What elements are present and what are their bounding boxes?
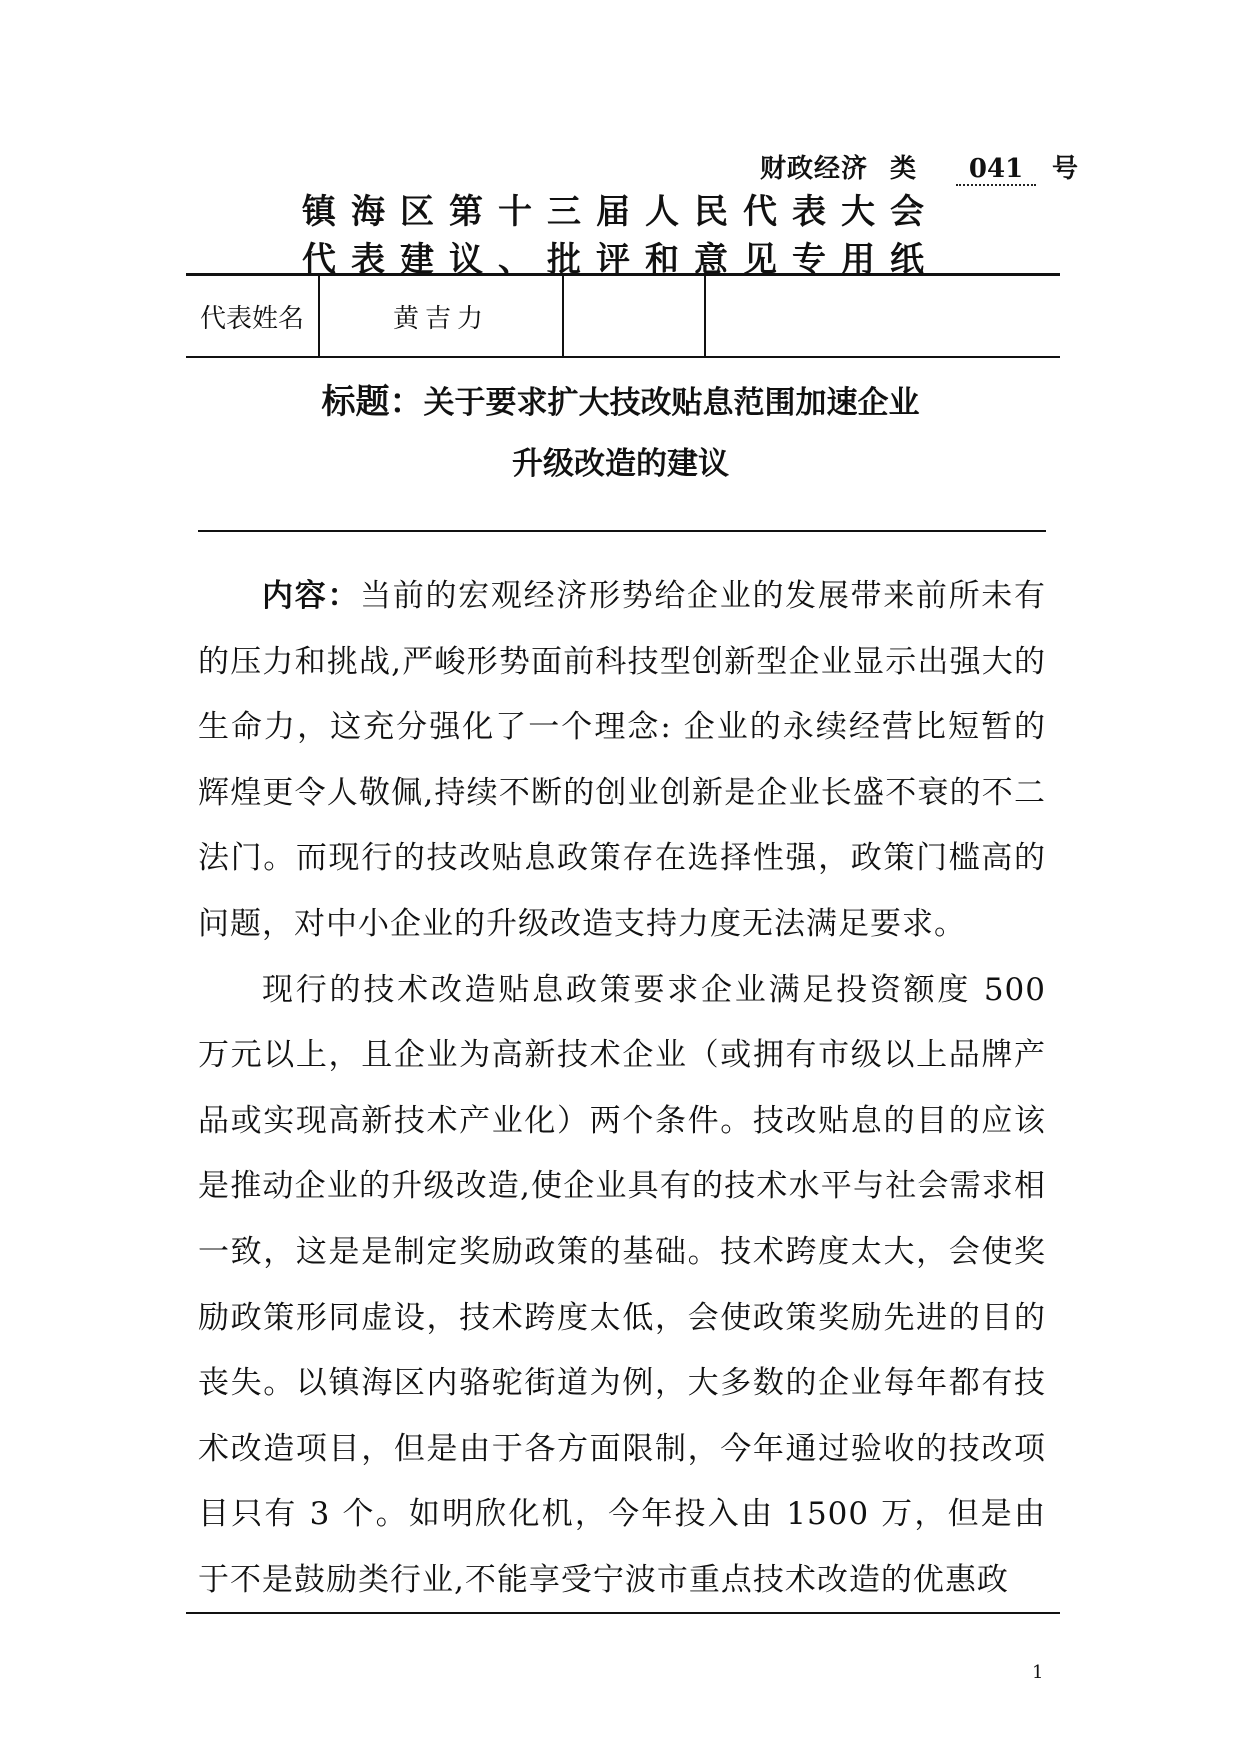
content-paragraph-1-text: 当前的宏观经济形势给企业的发展带来前所未有的压力和挑战,严峻形势面前科技型创新型企业显示出强大的生命力，这充分强化了一个理念: 企业的永续经营比短暂的辉煌更令人敬佩,持续不断的创业创新是企业长盛不衰的不二法门。而现行的技改贴息政策存在选择性强，政策门槛高的问题，对中小企业的升级改造支持力度无法满足要求。 [198,578,1047,942]
subject-text-line2: 升级改造的建议 [512,446,729,482]
representative-extra-value [706,276,1060,356]
content-divider-bottom [186,1612,1060,1614]
representative-table [186,273,1060,358]
representative-name-label: 代表姓名 [186,276,320,356]
document-number: 041 [956,154,1036,186]
subject-text-line1: 关于要求扩大技改贴息范围加速企业 [423,385,920,421]
category-suffix: 类 [890,154,917,184]
content-paragraph-1 [198,564,1046,958]
content-paragraph-2: 现行的技术改造贴息政策要求企业满足投资额度 500 万元以上，且企业为高新技术企业（或拥有市级以上品牌产品或实现高新技术产业化）两个条件。技改贴息的目的应该是推动企业的升级改造,使企业具有的技术水平与社会需求相一致，这是是制定奖励政策的基础。技术跨度太大，会使奖励政策形同虚设，技术跨度太低，会使政策奖励先进的目的丧失。以镇海区内骆驼街道为例，大多数的企业每年都有技术改造项目，但是由于各方面限制，今年通过验收的技改项目只有 3 个。如明欣化机，今年投入由 1500 万，但是由于不是鼓励类行业,不能享受宁波市重点技术改造的优惠政 [198,971,1046,1598]
subject-label: 标题： [321,382,424,422]
content-label: 内容： [262,578,361,614]
page-number: 1 [1032,1662,1044,1683]
document-title-line2: 代表建议、批评和意见专用纸 [302,240,939,280]
category-line [760,148,1079,186]
representative-name-value: 黄吉力 [320,276,564,356]
content-divider-top [198,530,1046,532]
content-body [198,564,1046,1614]
number-suffix: 号 [1052,154,1079,184]
document-title-line1: 镇海区第十三届人民代表大会 [302,192,939,232]
subject-line1 [0,374,1241,423]
representative-extra-label [564,276,706,356]
category-label: 财政经济 [760,154,869,184]
